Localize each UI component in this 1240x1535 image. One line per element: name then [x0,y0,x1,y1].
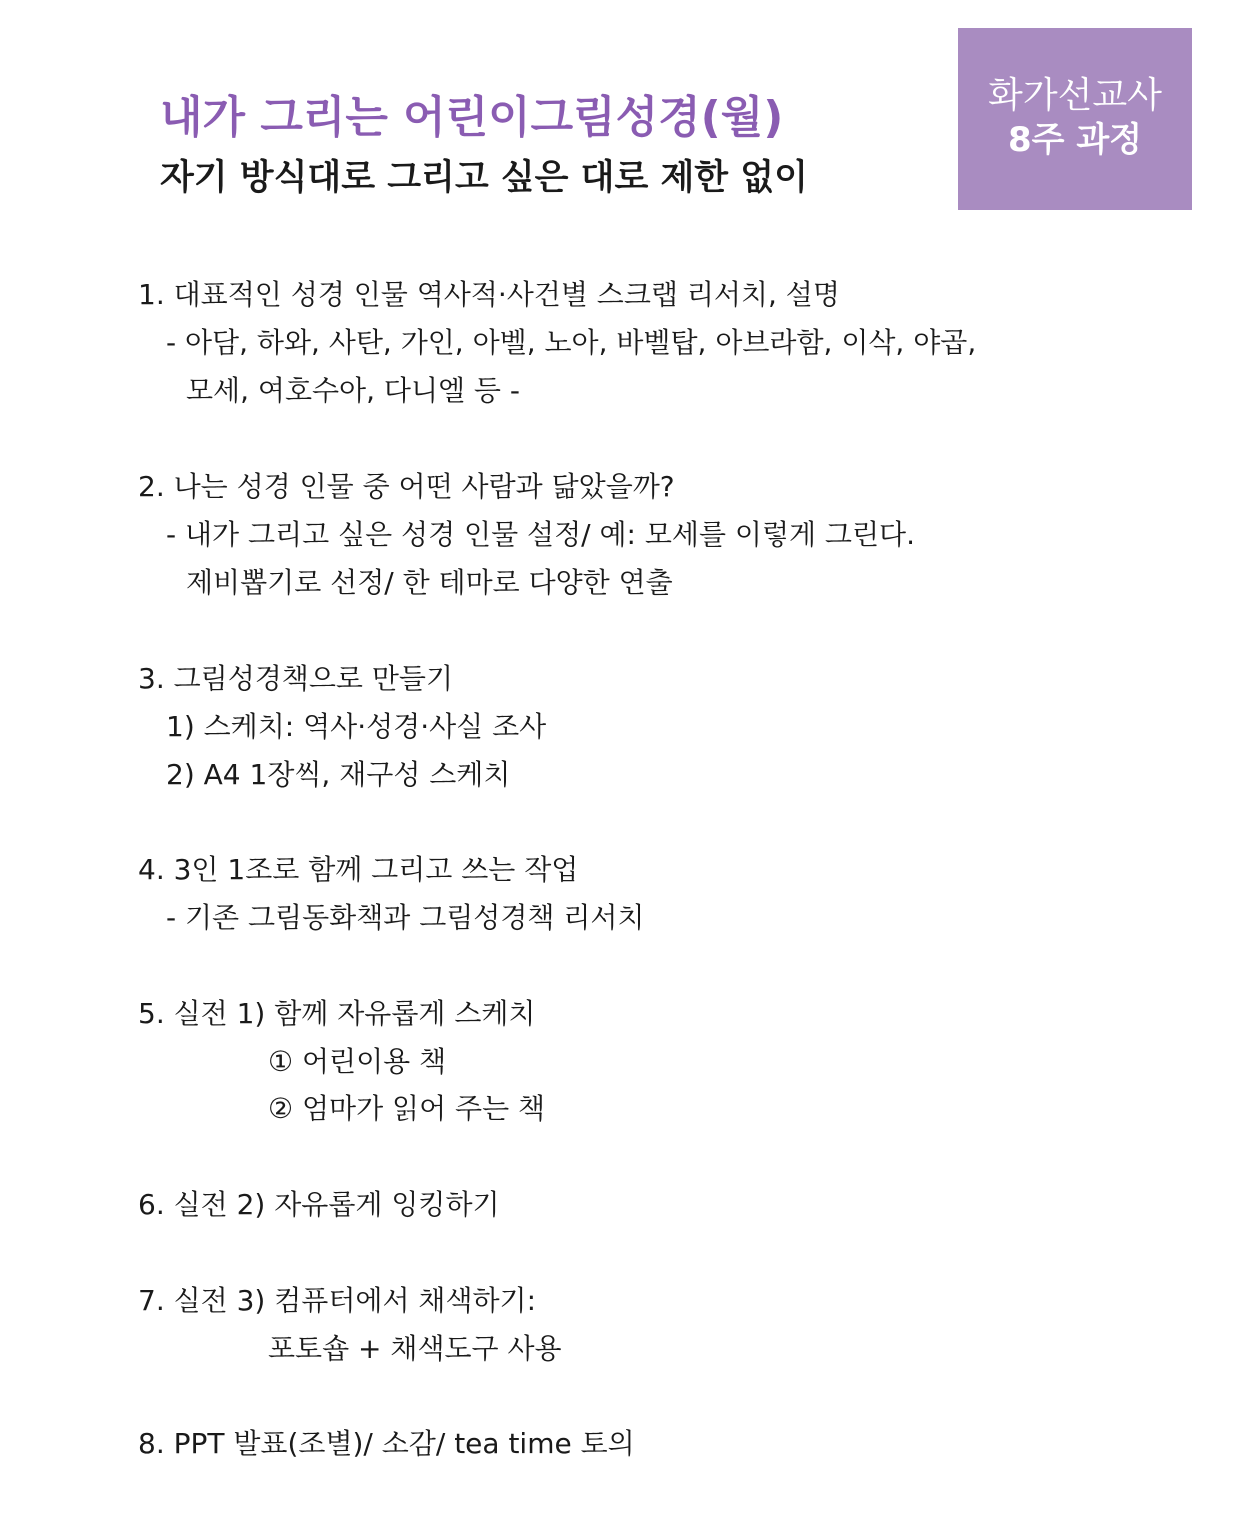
item-2-heading: 2. 나는 성경 인물 중 어떤 사람과 닮았을까? [138,470,675,503]
item-5-detail-2: ② 엄마가 읽어 주는 책 [268,1092,546,1125]
badge-line-2: 8주 과정 [1007,120,1143,160]
item-3-detail-1: 1) 스케치: 역사·성경·사실 조사 [166,710,547,743]
item-3-heading: 3. 그림성경책으로 만들기 [138,662,453,695]
page-subtitle: 자기 방식대로 그리고 싶은 대로 제한 없이 [160,158,808,198]
item-2-detail-1: - 내가 그리고 싶은 성경 인물 설정/ 예: 모세를 이렇게 그린다. [166,518,915,551]
item-7-detail-1: 포토숍 + 채색도구 사용 [268,1332,562,1365]
item-5-detail-1: ① 어린이용 책 [268,1045,447,1078]
item-5-heading: 5. 실전 1) 함께 자유롭게 스케치 [138,997,536,1030]
item-6-heading: 6. 실전 2) 자유롭게 잉킹하기 [138,1188,500,1221]
course-badge [958,28,1192,210]
badge-line-1: 화가선교사 [988,75,1162,116]
item-1-heading: 1. 대표적인 성경 인물 역사적·사건별 스크랩 리서치, 설명 [138,278,840,311]
item-4-heading: 4. 3인 1조로 함께 그리고 쓰는 작업 [138,853,579,886]
item-3-detail-2: 2) A4 1장씩, 재구성 스케치 [166,758,511,791]
page-title: 내가 그리는 어린이그림성경(월) [160,92,784,143]
item-4-detail-1: - 기존 그림동화책과 그림성경책 리서치 [166,901,645,934]
item-8-heading: 8. PPT 발표(조별)/ 소감/ tea time 토의 [138,1427,635,1460]
item-2-detail-2: 제비뽑기로 선정/ 한 테마로 다양한 연출 [186,566,673,599]
item-7-heading: 7. 실전 3) 컴퓨터에서 채색하기: [138,1284,537,1317]
item-1-detail-1: - 아담, 하와, 사탄, 가인, 아벨, 노아, 바벨탑, 아브라함, 이삭, 야곱, [166,326,977,359]
item-1-detail-2: 모세, 여호수아, 다니엘 등 - [186,374,520,407]
